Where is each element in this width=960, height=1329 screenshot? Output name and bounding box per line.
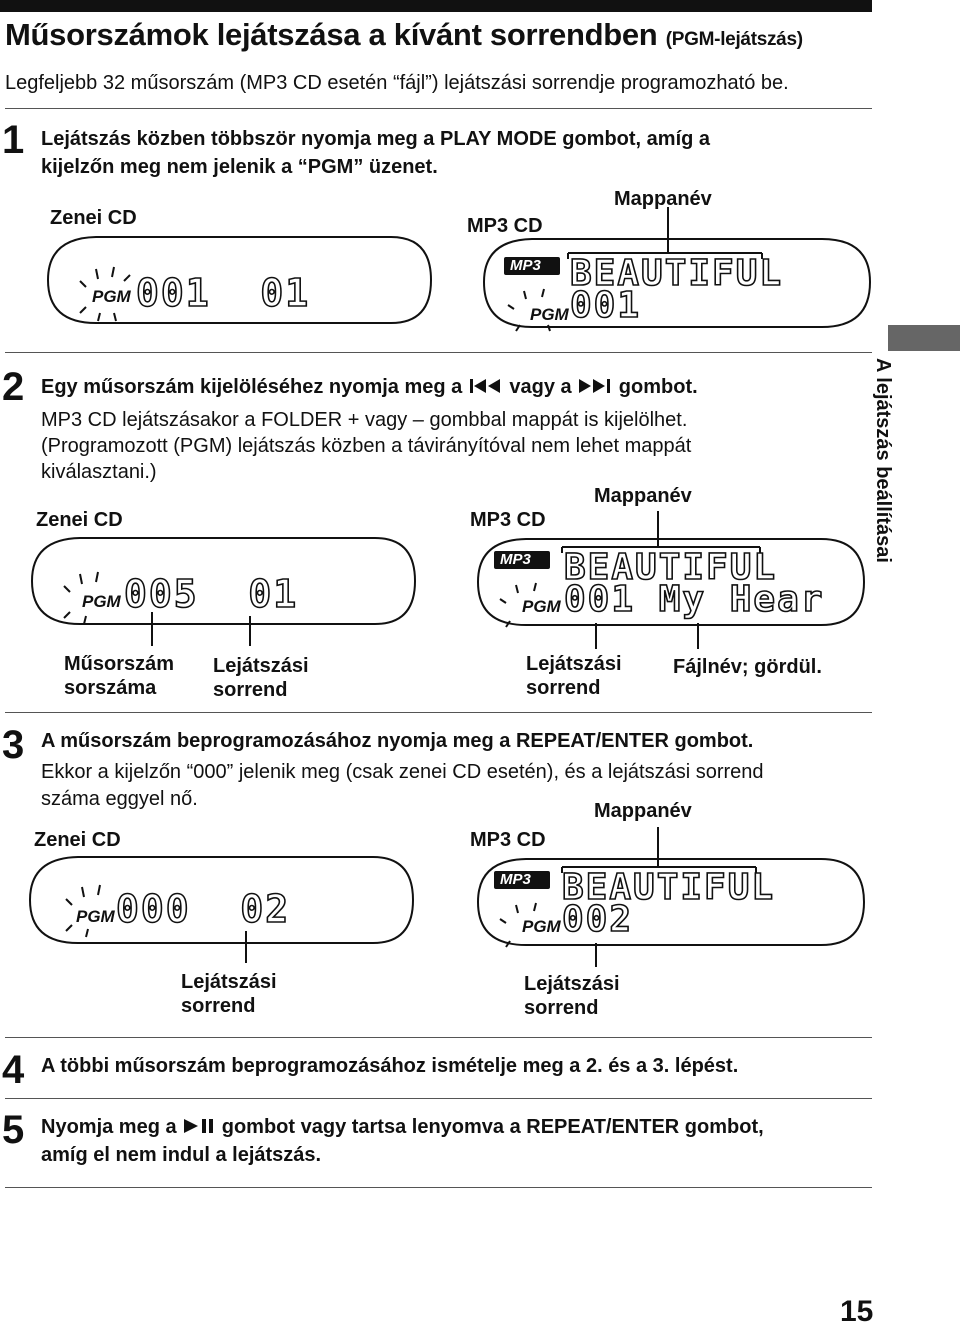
step-number: 1: [2, 118, 25, 162]
pgm-indicator: PGM: [82, 592, 121, 611]
next-track-icon: [577, 374, 613, 402]
lcd-mp3-folder-text: BEAUTIFUL: [570, 253, 784, 294]
step-text: Ekkor a kijelzőn “000” jelenik meg (csak zenei CD esetén), és a lejátszási sorrend: [41, 761, 764, 783]
lcd-mp3-track-text: 001: [570, 285, 642, 326]
lcd-mp3-folder-text: BEAUTIFUL: [562, 867, 776, 908]
callout-track-number: Műsorszám sorszáma: [64, 653, 175, 699]
lcd-display-mp3: [466, 857, 866, 982]
step-text: Egy műsorszám kijelöléséhez nyomja meg a vagy a gombot.: [41, 373, 698, 402]
step-text: (Programozott (PGM) lejátszás közben a távirányítóval nem lehet mappát: [41, 435, 692, 457]
pgm-indicator: PGM: [76, 907, 115, 926]
callout-play-order: Lejátszási sorrend: [181, 971, 277, 1017]
pgm-indicator: PGM: [522, 597, 561, 616]
step-text: Nyomja meg a gombot vagy tartsa lenyomva a REPEAT/ENTER gombot,: [41, 1113, 764, 1142]
step-text: A többi műsorszám beprogramozásához ismételje meg a 2. és a 3. lépést.: [41, 1055, 739, 1077]
side-tab-label: A lejátszás beállításai: [872, 358, 894, 563]
divider: [5, 1098, 872, 1099]
step-text: kijelzőn meg nem jelenik a “PGM” üzenet.: [41, 156, 438, 178]
step-number: 5: [2, 1108, 25, 1152]
side-tab-marker: [888, 325, 960, 351]
divider: [5, 108, 872, 109]
mp3-cd-label: MP3 CD: [470, 829, 546, 851]
mp3-badge: MP3: [510, 257, 541, 274]
lcd-mp3-track-text: 002: [562, 899, 634, 940]
divider: [5, 1037, 872, 1038]
lcd-display-cd: [36, 235, 436, 330]
step-text: MP3 CD lejátszásakor a FOLDER + vagy – gombbal mappát is kijelölhet.: [41, 409, 688, 431]
divider: [5, 712, 872, 713]
mp3-cd-label: MP3 CD: [467, 215, 543, 237]
folder-name-label: Mappanév: [594, 800, 692, 822]
step-number: 2: [2, 365, 25, 409]
page-title: Műsorszámok lejátszása a kívánt sorrendben (PGM-lejátszás): [5, 17, 803, 52]
step-number: 3: [2, 723, 25, 767]
mp3-cd-label: MP3 CD: [470, 509, 546, 531]
pgm-indicator: PGM: [530, 305, 569, 324]
page-number: 15: [840, 1295, 874, 1328]
step-text: A műsorszám beprogramozásához nyomja meg a REPEAT/ENTER gombot.: [41, 730, 754, 752]
folder-name-label: Mappanév: [594, 485, 692, 507]
play-pause-icon: [182, 1114, 216, 1142]
step-text: kiválasztani.): [41, 461, 157, 483]
lcd-display-mp3: [472, 237, 872, 337]
lcd-cd-text: 005 01: [124, 572, 299, 616]
step-text: Lejátszás közben többször nyomja meg a PLAY MODE gombot, amíg a: [41, 128, 711, 150]
pgm-indicator: PGM: [92, 287, 131, 306]
mp3-badge: MP3: [500, 551, 531, 568]
callout-play-order: Lejátszási sorrend: [524, 973, 620, 1019]
intro-text: Legfeljebb 32 műsorszám (MP3 CD esetén “fájl”) lejátszási sorrendje programozható be.: [5, 72, 789, 94]
divider: [5, 352, 872, 353]
callout-file-name: Fájlnév; gördül.: [673, 656, 822, 678]
lcd-display-mp3: [466, 537, 866, 662]
pgm-indicator: PGM: [522, 917, 561, 936]
folder-name-label: Mappanév: [614, 188, 712, 210]
previous-track-icon: [468, 374, 504, 402]
zenei-cd-label: Zenei CD: [50, 207, 137, 229]
lcd-cd-text: 000 02: [116, 887, 291, 931]
lcd-cd-text: 001 01: [136, 271, 311, 315]
zenei-cd-label: Zenei CD: [36, 509, 123, 531]
lcd-mp3-track-text: 001 My Hear: [564, 579, 825, 620]
step-text: amíg el nem indul a lejátszás.: [41, 1144, 322, 1166]
step-text: száma eggyel nő.: [41, 788, 198, 810]
step-number: 4: [2, 1048, 25, 1092]
zenei-cd-label: Zenei CD: [34, 829, 121, 851]
callout-play-order: Lejátszási sorrend: [213, 655, 309, 701]
callout-play-order: Lejátszási sorrend: [526, 653, 622, 699]
mp3-badge: MP3: [500, 871, 531, 888]
divider: [5, 1187, 872, 1188]
lcd-display-cd: [20, 536, 420, 661]
lcd-display-cd: [18, 855, 418, 980]
lcd-mp3-folder-text: BEAUTIFUL: [564, 547, 778, 588]
top-bar: [0, 0, 872, 12]
